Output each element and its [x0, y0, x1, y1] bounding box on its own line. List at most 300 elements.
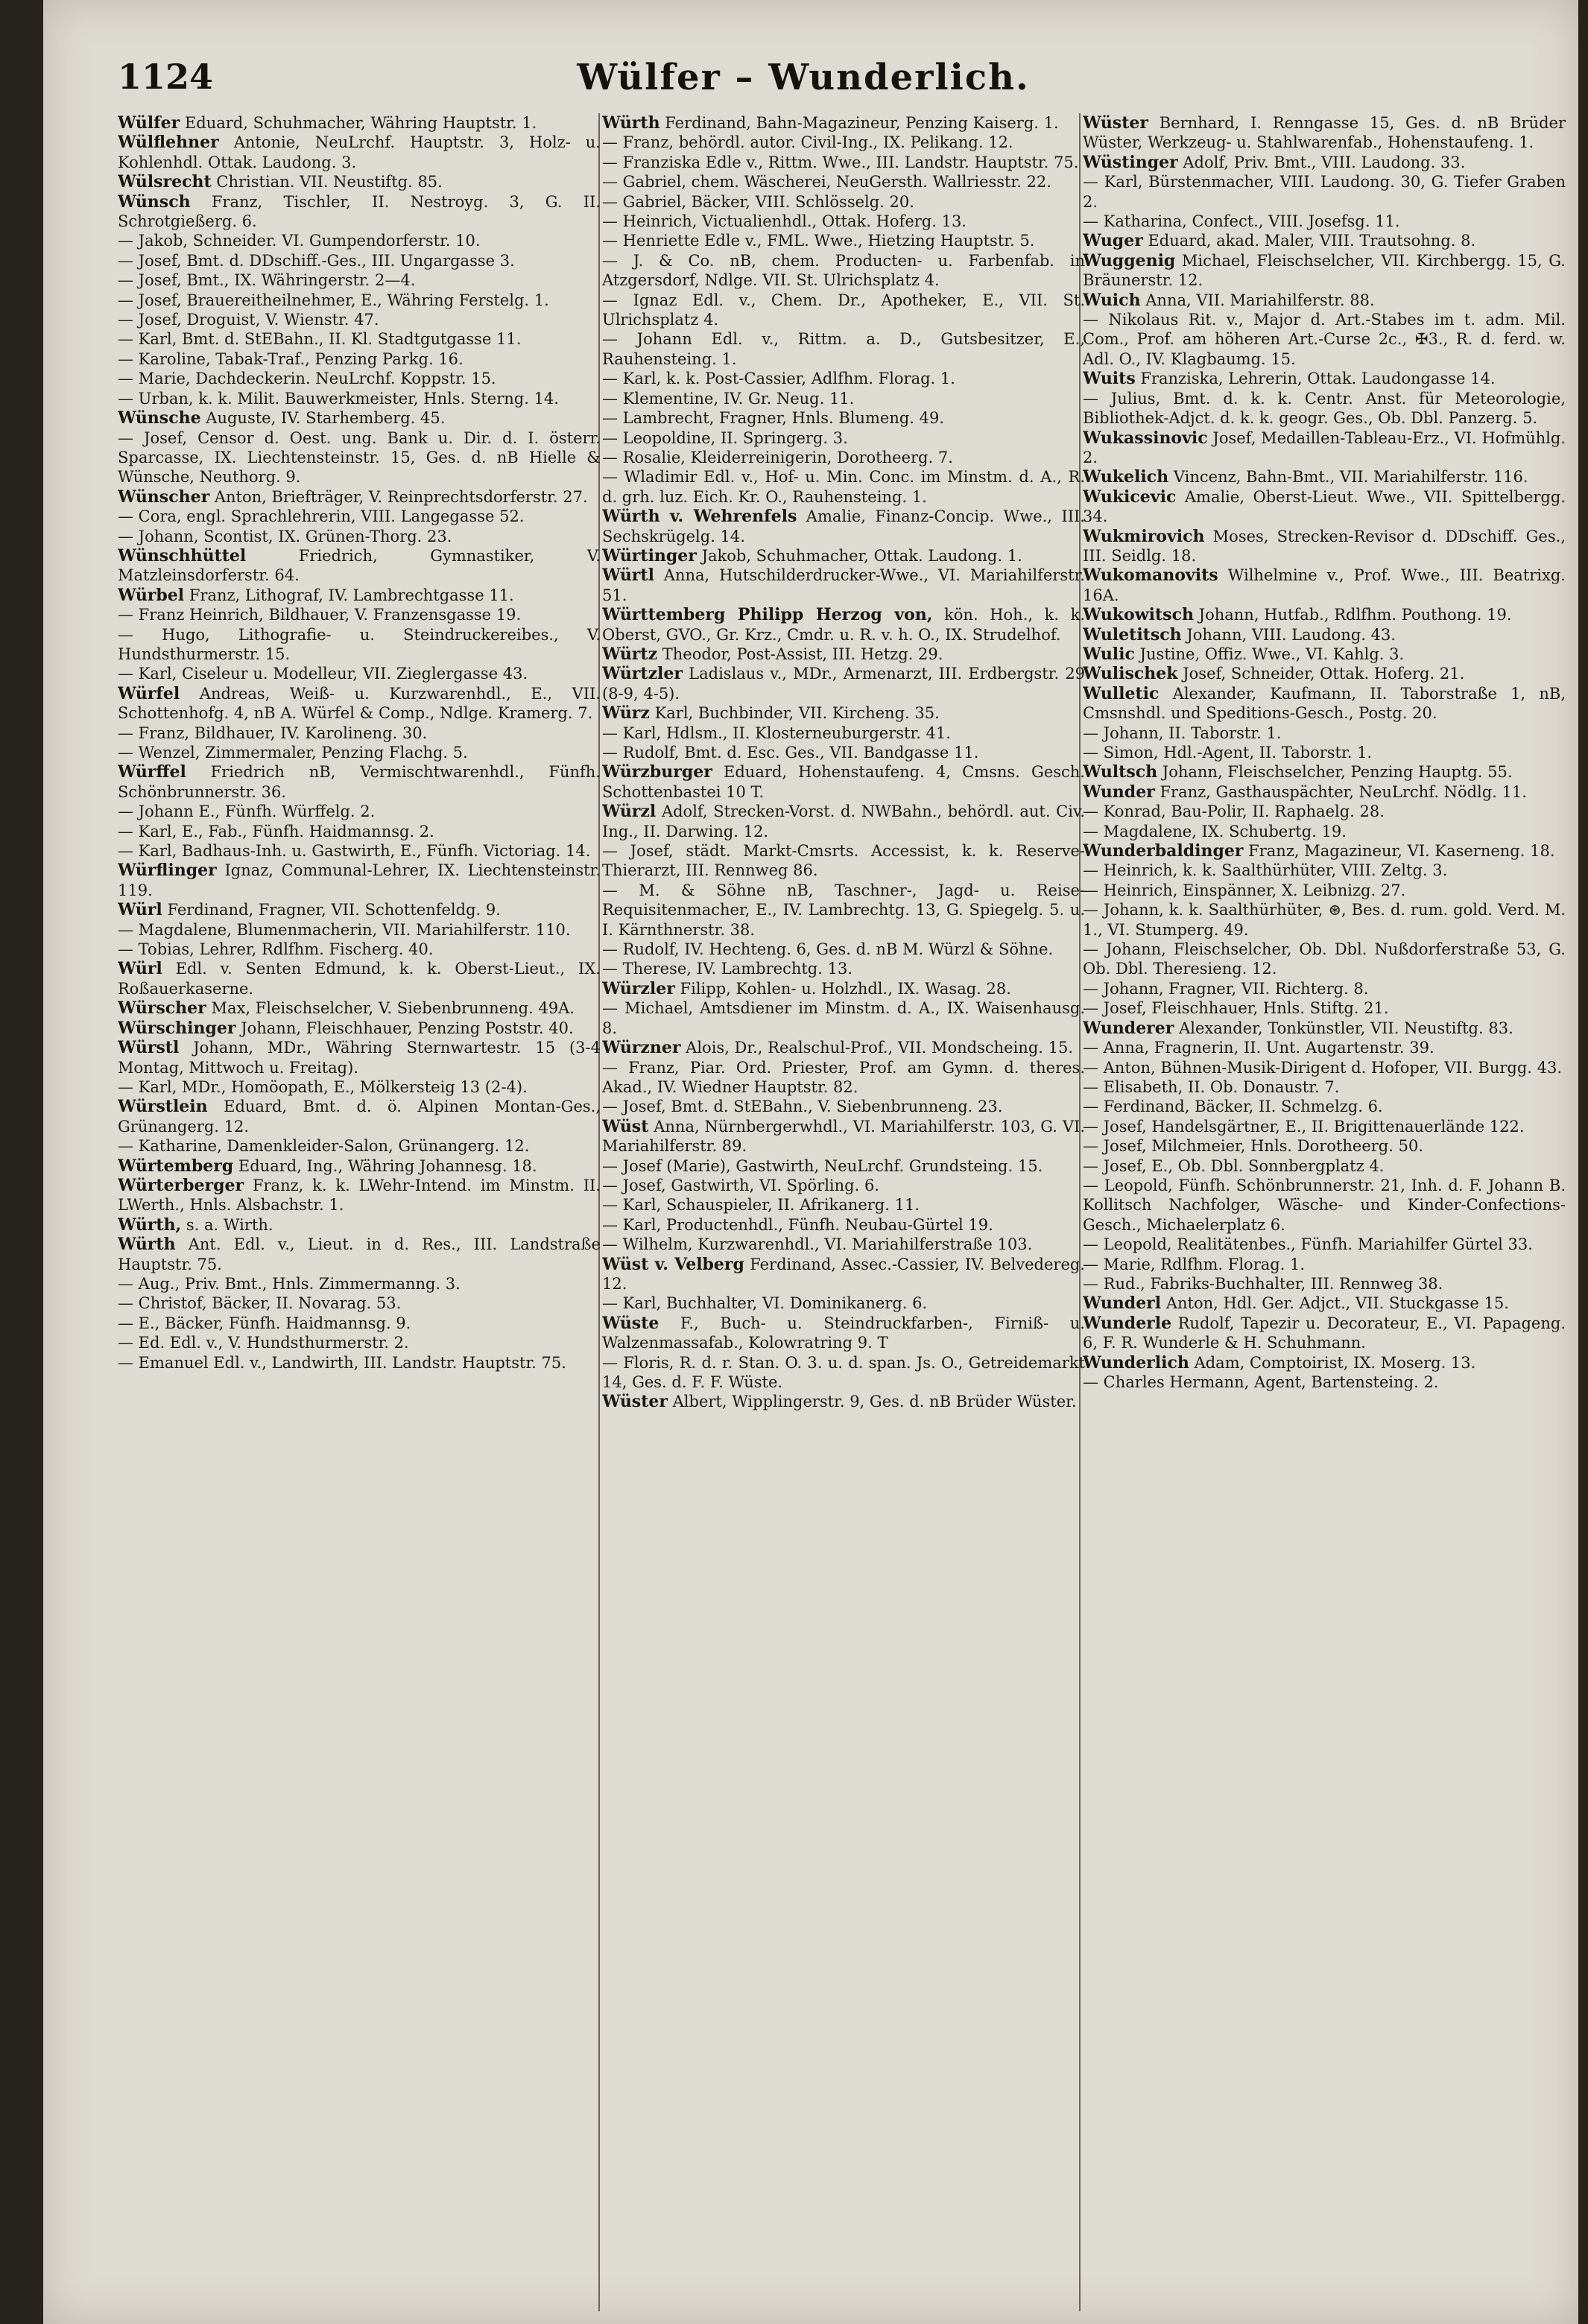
directory-entry	[118, 192, 601, 232]
directory-entry	[1083, 1353, 1566, 1372]
entry-details: — Johann, Fleischselcher, Ob. Dbl. Nußdorferstraße 53, G. Ob. Dbl. Theresieng. 12.	[1083, 940, 1566, 978]
entry-details: — Ignaz Edl. v., Chem. Dr., Apotheker, E., VII. St. Ulrichsplatz 4.	[602, 291, 1085, 329]
entry-details: — J. & Co. nB, chem. Producten- u. Farbenfab. in Atzgersdorf, Ndlge. VII. St. Ulrichsplatz 4.	[602, 251, 1085, 290]
directory-entry	[1083, 1176, 1566, 1235]
directory-entry	[1083, 1077, 1566, 1097]
entry-details: Adam, Comptoirist, IX. Moserg. 13.	[1194, 1353, 1476, 1372]
directory-entry	[118, 743, 601, 762]
directory-entry	[602, 724, 1085, 743]
entry-details: — Karl, Hdlsm., II. Klosterneuburgerstr. 41.	[602, 724, 951, 742]
entry-surname: Wulletic	[1083, 683, 1160, 703]
entry-details: — Leopold, Realitätenbes., Fünfh. Mariahilfer Gürtel 33.	[1083, 1235, 1533, 1254]
entry-details: Anton, Briefträger, V. Reinprechtsdorferstr. 27.	[214, 487, 588, 506]
directory-entry	[602, 113, 1085, 133]
entry-details: — Marie, Dachdeckerin. NeuLrchf. Koppstr. 15.	[118, 370, 496, 388]
directory-entry	[118, 625, 601, 665]
directory-entry	[118, 1314, 601, 1333]
directory-entry	[1083, 664, 1566, 683]
directory-entry	[118, 861, 601, 900]
entry-details: — Marie, Rdlfhm. Florag. 1.	[1083, 1255, 1306, 1273]
running-head: Wülfer – Wunderlich.	[577, 57, 1030, 98]
entry-surname: Wulischek	[1083, 664, 1178, 684]
entry-details: Franz, Lithograf, IV. Lambrechtgasse 11.	[189, 586, 514, 604]
entry-details: Jakob, Schuhmacher, Ottak. Laudong. 1.	[701, 546, 1022, 565]
entry-details: — Anna, Fragnerin, II. Unt. Augartenstr. 39.	[1083, 1039, 1434, 1057]
entry-details: Ferdinand, Assec.-Cassier, IV. Belvedereg. 12.	[602, 1255, 1085, 1293]
directory-entry	[1083, 467, 1566, 487]
directory-page	[43, 0, 1578, 2324]
directory-entry	[118, 231, 601, 250]
entry-details: — Ferdinand, Bäcker, II. Schmelzg. 6.	[1083, 1098, 1383, 1116]
entry-details: — Franz, behördl. autor. Civil-Ing., IX. Pelikang. 12.	[602, 133, 1013, 152]
directory-entry	[1083, 900, 1566, 940]
entry-details: — Wenzel, Zimmermaler, Penzing Flachg. 5.	[118, 744, 468, 762]
directory-entry	[602, 979, 1085, 998]
directory-entry	[1083, 1274, 1566, 1294]
entry-details: — Josef (Marie), Gastwirth, NeuLrchf. Grundsteing. 15.	[602, 1156, 1043, 1175]
entry-details: Michael, Fleischselcher, VII. Kirchbergg. 15, G. Bräunerstr. 12.	[1083, 251, 1566, 290]
directory-entry	[118, 113, 601, 133]
entry-surname: Wüste	[602, 1313, 659, 1333]
directory-entry	[602, 1176, 1085, 1195]
directory-entry	[1083, 724, 1566, 743]
entry-details: Moses, Strecken-Revisor d. DDschiff. Ges., III. Seidlg. 18.	[1083, 527, 1566, 565]
entry-details: — Josef, Bmt., IX. Währingerstr. 2—4.	[118, 271, 416, 290]
directory-entry	[1083, 645, 1566, 664]
directory-entry	[118, 1176, 601, 1215]
directory-entry	[118, 586, 601, 605]
entry-details: — Josef, Brauereitheilnehmer, E., Währing Ferstelg. 1.	[118, 291, 549, 309]
directory-entry	[118, 1097, 601, 1136]
directory-entry	[602, 448, 1085, 467]
entry-surname: Würzner	[602, 1038, 681, 1058]
entry-details: — Karl, Bmt. d. StEBahn., II. Kl. Stadtgutgasse 11.	[118, 330, 522, 349]
directory-entry	[1083, 1235, 1566, 1254]
directory-entry	[602, 172, 1085, 191]
directory-entry	[602, 546, 1085, 566]
directory-entry	[602, 998, 1085, 1038]
directory-entry	[1083, 822, 1566, 841]
entry-surname: Würzl	[602, 802, 657, 822]
directory-entry	[1083, 861, 1566, 880]
directory-entry	[118, 822, 601, 841]
directory-entry	[118, 310, 601, 329]
directory-entry	[602, 408, 1085, 428]
directory-entry	[1083, 231, 1566, 250]
entry-surname: Würschinger	[118, 1018, 236, 1038]
entry-details: — Karl, Buchhalter, VI. Dominikanerg. 6.	[602, 1294, 928, 1313]
entry-details: Filipp, Kohlen- u. Holzhdl., IX. Wasag. 28.	[680, 979, 1011, 998]
entry-details: — Josef, Bmt. d. StEBahn., V. Siebenbrunneng. 23.	[602, 1098, 1003, 1116]
entry-surname: Würfel	[118, 683, 180, 703]
entry-surname: Wukicevic	[1083, 487, 1177, 507]
directory-entry	[1083, 1294, 1566, 1313]
entry-details: — Elisabeth, II. Ob. Donaustr. 7.	[1083, 1077, 1340, 1096]
entry-surname: Würstlein	[118, 1097, 208, 1117]
entry-surname: Wülflehner	[118, 133, 219, 153]
directory-entry	[1083, 527, 1566, 566]
directory-entry	[602, 1097, 1085, 1116]
entry-details: Anna, Nürnbergerwhdl., VI. Mariahilferstr. 103, G. VI. Mariahilferstr. 89.	[602, 1117, 1085, 1156]
directory-entry	[118, 527, 601, 546]
directory-entry	[602, 1294, 1085, 1313]
entry-details: — Johann Edl. v., Rittm. a. D., Gutsbesitzer, E., Rauhensteing. 1.	[602, 330, 1085, 368]
directory-entry	[1083, 113, 1566, 153]
entry-details: — Katharine, Damenkleider-Salon, Grünangerg. 12.	[118, 1137, 530, 1156]
entry-surname: Wünsch	[118, 191, 191, 212]
directory-entry	[118, 1235, 601, 1274]
entry-details: Justine, Offiz. Wwe., VI. Kahlg. 3.	[1139, 645, 1405, 663]
entry-details: s. a. Wirth.	[186, 1215, 273, 1234]
directory-entry	[602, 1058, 1085, 1098]
directory-entry	[1083, 802, 1566, 821]
directory-entry	[118, 664, 601, 683]
entry-surname: Würbel	[118, 585, 185, 605]
entry-details: — Aug., Priv. Bmt., Hnls. Zimmermanng. 3.	[118, 1274, 461, 1293]
directory-entry	[1083, 998, 1566, 1018]
entry-details: Johann, MDr., Währing Sternwartestr. 15 (3-4 Montag, Mittwoch u. Freitag).	[118, 1039, 601, 1077]
entry-details: Bernhard, I. Renngasse 15, Ges. d. nB Brüder Wüster, Werkzeug- u. Stahlwarenfab., Hohenstaufeng. 1.	[1083, 114, 1566, 152]
entry-details: Josef, Schneider, Ottak. Hoferg. 21.	[1183, 665, 1465, 683]
entry-surname: Würstl	[118, 1038, 180, 1058]
entry-details: Edl. v. Senten Edmund, k. k. Oberst-Lieut., IX. Roßauerkaserne.	[118, 960, 601, 998]
entry-details: — M. & Söhne nB, Taschner-, Jagd- u. Reise-Requisitenmacher, E., IV. Lambrechtg. 13, G. Spiegelg. 5. u. I. Kärnthnerstr. 38.	[602, 881, 1085, 939]
entry-surname: Würzburger	[602, 762, 712, 782]
entry-details: Johann, Hutfab., Rdlfhm. Pouthong. 19.	[1198, 606, 1512, 624]
entry-surname: Würth v. Wehrenfels	[602, 507, 797, 527]
entry-surname: Wuich	[1083, 290, 1141, 310]
directory-entry	[1083, 291, 1566, 310]
entry-surname: Würffel	[118, 762, 186, 782]
entry-details: Auguste, IV. Starhemberg. 45.	[206, 409, 446, 428]
directory-entry	[602, 1195, 1085, 1215]
column-3	[1083, 113, 1566, 2315]
entry-details: — Josef, Fleischhauer, Hnls. Stiftg. 21.	[1083, 999, 1389, 1018]
directory-entry	[1083, 1255, 1566, 1274]
directory-entry	[1083, 428, 1566, 468]
entry-details: Eduard, Bmt. d. ö. Alpinen Montan-Ges., Grünangerg. 12.	[118, 1098, 601, 1136]
entry-details: — Karoline, Tabak-Traf., Penzing Parkg. 16.	[118, 349, 464, 368]
directory-entry	[118, 408, 601, 428]
entry-details: — Heinrich, Victualienhdl., Ottak. Hoferg. 13.	[602, 212, 967, 231]
directory-entry	[602, 133, 1085, 152]
directory-entry	[1083, 625, 1566, 645]
directory-entry	[602, 507, 1085, 546]
page-header	[118, 57, 1489, 109]
entry-details: — Charles Hermann, Agent, Bartensteing. 2.	[1083, 1373, 1439, 1391]
directory-entry	[602, 605, 1085, 645]
entry-details: Rudolf, Tapezir u. Decorateur, E., VI. Papageng. 6, F. R. Wunderle & H. Schuhmann.	[1083, 1314, 1566, 1352]
entry-surname: Wukassinovic	[1083, 428, 1208, 448]
directory-entry	[602, 703, 1085, 723]
entry-surname: Wunderle	[1083, 1313, 1172, 1333]
entry-details: Alexander, Tonkünstler, VII. Neustiftg. 83.	[1179, 1019, 1513, 1037]
entry-details: Vincenz, Bahn-Bmt., VII. Mariahilferstr. 116.	[1173, 468, 1528, 487]
entry-details: — Karl, Bürstenmacher, VIII. Laudong. 30, G. Tiefer Graben 2.	[1083, 173, 1566, 211]
entry-details: — Henriette Edle v., FML. Wwe., Hietzing Hauptstr. 5.	[602, 232, 1035, 250]
entry-details: — Tobias, Lehrer, Rdlfhm. Fischerg. 40.	[118, 940, 434, 959]
entry-surname: Wunderbaldinger	[1083, 841, 1244, 861]
entry-surname: Würtl	[602, 566, 654, 586]
directory-entry	[1083, 1372, 1566, 1392]
entry-details: Franziska, Lehrerin, Ottak. Laudongasse 14.	[1140, 370, 1496, 388]
entry-details: — Heinrich, Einspänner, X. Leibnizg. 27.	[1083, 881, 1406, 899]
entry-surname: Wüster	[1083, 113, 1148, 133]
entry-surname: Wünsche	[118, 408, 201, 428]
entry-details: Theodor, Post-Assist, III. Hetzg. 29.	[662, 645, 943, 663]
entry-details: — Jakob, Schneider. VI. Gumpendorferstr. 10.	[118, 232, 481, 250]
entry-surname: Wuggenig	[1083, 250, 1176, 270]
directory-entry	[118, 841, 601, 861]
entry-details: — Johann, II. Taborstr. 1.	[1083, 724, 1282, 742]
entry-surname: Würzler	[602, 978, 675, 998]
directory-entry	[118, 251, 601, 270]
directory-entry	[1083, 172, 1566, 212]
directory-entry	[118, 1077, 601, 1097]
entry-details: Eduard, Ing., Währing Johannesg. 18.	[238, 1156, 537, 1175]
entry-details: — Josef, Bmt. d. DDschiff.-Ges., III. Ungargasse 3.	[118, 251, 515, 270]
entry-surname: Wuger	[1083, 231, 1143, 251]
directory-entry	[1083, 940, 1566, 979]
directory-entry	[1083, 487, 1566, 527]
entry-details: Eduard, Hohenstaufeng. 4, Cmsns. Gesch. Schottenbastei 10 T.	[602, 763, 1085, 801]
directory-entry	[1083, 212, 1566, 231]
entry-details: Alexander, Kaufmann, II. Taborstraße 1, nB, Cmsnshdl. und Speditions-Gesch., Postg. 20.	[1083, 684, 1566, 723]
directory-entry	[602, 1353, 1085, 1393]
entry-details: — Josef, Gastwirth, VI. Spörling. 6.	[602, 1176, 879, 1194]
directory-entry	[602, 369, 1085, 388]
directory-entry	[1083, 684, 1566, 724]
directory-entry	[1083, 566, 1566, 605]
directory-entry	[1083, 782, 1566, 802]
directory-entry	[602, 212, 1085, 231]
entry-details: Eduard, akad. Maler, VIII. Trautsohng. 8.	[1148, 232, 1476, 250]
entry-details: — Franziska Edle v., Rittm. Wwe., III. Landstr. Hauptstr. 75.	[602, 153, 1079, 171]
directory-entry	[118, 487, 601, 507]
entry-details: — Klementine, IV. Gr. Neug. 11.	[602, 389, 855, 408]
entry-surname: Würscher	[118, 998, 206, 1019]
entry-surname: Würz	[602, 703, 650, 724]
entry-surname: Würflinger	[118, 861, 217, 881]
directory-entry	[118, 900, 601, 919]
directory-entry	[602, 389, 1085, 408]
entry-details: — Konrad, Bau-Polir, II. Raphaelg. 28.	[1083, 802, 1385, 821]
entry-details: Johann, Fleischhauer, Penzing Poststr. 40.	[241, 1019, 574, 1037]
directory-entry	[118, 605, 601, 624]
entry-details: — Wladimir Edl. v., Hof- u. Min. Conc. im Minstm. d. A., R. d. grh. luz. Eich. Kr. O., Rauhensteing. 1.	[602, 468, 1085, 506]
directory-entry	[118, 762, 601, 802]
entry-details: — Magdalene, IX. Schubertg. 19.	[1083, 822, 1347, 840]
entry-details: — Leopold, Fünfh. Schönbrunnerstr. 21, Inh. d. F. Johann B. Kollitsch Nachfolger, Wäsche- und Kinder-Confections-Gesch., Michaelerplatz 6.	[1083, 1176, 1566, 1234]
entry-details: Franz, Gasthauspächter, NeuLrchf. Nödlg. 11.	[1160, 782, 1527, 801]
entry-details: — Rudolf, IV. Hechteng. 6, Ges. d. nB M. Würzl & Söhne.	[602, 940, 1054, 959]
directory-entry	[1083, 762, 1566, 782]
column-2	[602, 113, 1085, 2315]
entry-details: — Leopoldine, II. Springerg. 3.	[602, 428, 848, 447]
entry-details: Ferdinand, Fragner, VII. Schottenfeldg. 9.	[167, 901, 501, 919]
directory-entry	[118, 546, 601, 586]
entry-surname: Wüster	[602, 1392, 668, 1412]
entry-details: Franz, Magazineur, VI. Kaserneng. 18.	[1248, 842, 1555, 861]
directory-entry	[1083, 153, 1566, 172]
directory-entry	[118, 1274, 601, 1294]
directory-entry	[602, 428, 1085, 448]
entry-surname: Würth,	[118, 1215, 182, 1235]
directory-entry	[602, 881, 1085, 940]
entry-details: — Anton, Bühnen-Musik-Dirigent d. Hofoper, VII. Burgg. 43.	[1083, 1058, 1563, 1077]
directory-entry	[602, 566, 1085, 605]
directory-entry	[602, 291, 1085, 330]
entry-surname: Würterberger	[118, 1175, 244, 1195]
entry-details: Friedrich, Gymnastiker, V. Matzleinsdorferstr. 64.	[118, 546, 601, 585]
directory-entry	[602, 940, 1085, 959]
entry-surname: Wülfer	[118, 113, 180, 133]
entry-surname: Wunderlich	[1083, 1352, 1189, 1372]
directory-entry	[602, 231, 1085, 250]
entry-details: — Rud., Fabriks-Buchhalter, III. Rennweg 38.	[1083, 1274, 1443, 1293]
directory-entry	[118, 684, 601, 724]
entry-details: Anna, VII. Mariahilferstr. 88.	[1145, 291, 1375, 309]
entry-details: kön. Hoh., k. k. Oberst, GVO., Gr. Krz., Cmdr. u. R. v. h. O., IX. Strudelhof.	[602, 606, 1085, 644]
entry-surname: Wüst v. Velberg	[602, 1254, 744, 1274]
entry-details: — Josef, Censor d. Oest. ung. Bank u. Dir. d. I. österr. Sparcasse, IX. Liechtensteinstr. 15, Ges. d. nB Hielle & Wünsche, Neuthorg. 9.	[118, 428, 601, 487]
entry-surname: Würth	[118, 1235, 176, 1255]
directory-entry	[1083, 310, 1566, 369]
directory-entry	[602, 467, 1085, 507]
entry-details: — Emanuel Edl. v., Landwirth, III. Landstr. Hauptstr. 75.	[118, 1353, 566, 1372]
entry-details: — Heinrich, k. k. Saalthürhüter, VIII. Zeltg. 3.	[1083, 861, 1448, 880]
directory-entry	[602, 329, 1085, 369]
entry-details: — Cora, engl. Sprachlehrerin, VIII. Langegasse 52.	[118, 507, 525, 526]
entry-details: — Johann, Fragner, VII. Richterg. 8.	[1083, 979, 1369, 998]
entry-details: Adolf, Strecken-Vorst. d. NWBahn., behördl. aut. Civ. Ing., II. Darwing. 12.	[602, 802, 1085, 840]
directory-entry	[118, 959, 601, 998]
entry-surname: Wukelich	[1083, 467, 1169, 487]
directory-entry	[118, 389, 601, 408]
directory-entry	[118, 369, 601, 388]
directory-entry	[118, 920, 601, 940]
entry-details: Ignaz, Communal-Lehrer, IX. Liechtensteinstr. 119.	[118, 861, 601, 899]
entry-details: Ladislaus v., MDr., Armenarzt, III. Erdbergstr. 29 (8-9, 4-5).	[602, 665, 1085, 703]
entry-surname: Wüst	[602, 1116, 649, 1136]
entry-details: — Katharina, Confect., VIII. Josefsg. 11.	[1083, 212, 1400, 231]
directory-entry	[1083, 605, 1566, 624]
entry-details: — Floris, R. d. r. Stan. O. 3. u. d. span. Js. O., Getreidemarkt 14, Ges. d. F. F. Wüste.	[602, 1353, 1085, 1391]
entry-surname: Wukowitsch	[1083, 605, 1194, 625]
entry-details: — Karl, Badhaus-Inh. u. Gastwirth, E., Fünfh. Victoriag. 14.	[118, 842, 591, 861]
entry-surname: Würl	[118, 900, 162, 920]
entry-details: — Therese, IV. Lambrechtg. 13.	[602, 960, 852, 978]
entry-details: — Lambrecht, Fragner, Hnls. Blumeng. 49.	[602, 409, 945, 428]
entry-surname: Würtinger	[602, 545, 697, 566]
directory-entry	[118, 349, 601, 369]
entry-details: Friedrich nB, Vermischtwarenhdl., Fünfh. Schönbrunnerstr. 36.	[118, 763, 601, 801]
directory-entry	[118, 1156, 601, 1176]
directory-entry	[1083, 1136, 1566, 1156]
entry-surname: Wunderer	[1083, 1018, 1174, 1038]
entry-surname: Wünscher	[118, 487, 210, 507]
entry-details: — Gabriel, chem. Wäscherei, NeuGersth. Wallriesstr. 22.	[602, 173, 1051, 191]
entry-details: — E., Bäcker, Fünfh. Haidmannsg. 9.	[118, 1314, 411, 1332]
entry-details: — Magdalene, Blumenmacherin, VII. Mariahilferstr. 110.	[118, 920, 571, 939]
page-number: 1124	[118, 57, 214, 97]
directory-entry	[602, 743, 1085, 762]
directory-entry	[118, 1353, 601, 1372]
entry-details: — Michael, Amtsdiener im Minstm. d. A., IX. Waisenhausg. 8.	[602, 999, 1085, 1037]
directory-entry	[1083, 1156, 1566, 1176]
entry-details: — Karl, Productenhdl., Fünfh. Neubau-Gürtel 19.	[602, 1215, 993, 1234]
directory-entry	[118, 1294, 601, 1313]
directory-entry	[602, 664, 1085, 703]
entry-details: — Franz, Bildhauer, IV. Karolineng. 30.	[118, 724, 428, 742]
entry-surname: Würtemberg	[118, 1156, 234, 1176]
entry-details: — Karl, k. k. Post-Cassier, Adlfhm. Florag. 1.	[602, 370, 955, 388]
entry-details: — Julius, Bmt. d. k. k. Centr. Anst. für Meteorologie, Bibliothek-Adjct. d. k. k. geogr. Ges., Ob. Dbl. Panzerg. 5.	[1083, 389, 1566, 428]
entry-details: Eduard, Schuhmacher, Währing Hauptstr. 1.	[184, 114, 537, 132]
directory-entry	[1083, 1058, 1566, 1077]
entry-details: Amalie, Oberst-Lieut. Wwe., VII. Spittelbergg. 34.	[1083, 487, 1566, 526]
column-1	[118, 113, 601, 2315]
directory-entry	[118, 1038, 601, 1077]
entry-details: Franz, k. k. LWehr-Intend. im Minstm. II. LWerth., Hnls. Alsbachstr. 1.	[118, 1176, 601, 1215]
entry-details: — Gabriel, Bäcker, VIII. Schlösselg. 20.	[602, 192, 914, 211]
entry-details: — Hugo, Lithografie- u. Steindruckereibes., V. Hundsthurmerstr. 15.	[118, 625, 601, 663]
entry-details: — Karl, MDr., Homöopath, E., Mölkersteig 13 (2-4).	[118, 1077, 528, 1096]
entry-details: — Josef, städt. Markt-Cmsrts. Accessist, k. k. Reserve-Thierarzt, III. Rennweg 86.	[602, 842, 1085, 880]
entry-details: Christian. VII. Neustiftg. 85.	[216, 173, 443, 191]
entry-details: Karl, Buchbinder, VII. Kircheng. 35.	[654, 704, 940, 723]
directory-entry	[1083, 251, 1566, 291]
entry-surname: Wultsch	[1083, 762, 1158, 782]
entry-surname: Württemberg Philipp Herzog von,	[602, 605, 933, 625]
directory-entry	[1083, 841, 1566, 861]
entry-details: — Josef, Handelsgärtner, E., II. Brigittenauerlände 122.	[1083, 1117, 1525, 1136]
entry-details: — Josef, E., Ob. Dbl. Sonnbergplatz 4.	[1083, 1156, 1385, 1175]
directory-entry	[118, 724, 601, 743]
entry-surname: Wüstinger	[1083, 152, 1178, 172]
directory-entry	[118, 291, 601, 310]
directory-entry	[602, 1215, 1085, 1235]
directory-entry	[1083, 1038, 1566, 1057]
directory-entry	[118, 507, 601, 526]
entry-details: Amalie, Finanz-Concip. Wwe., III. Sechskrügelg. 14.	[602, 507, 1085, 545]
directory-entry	[118, 940, 601, 959]
directory-entry	[602, 1255, 1085, 1294]
directory-entry	[118, 329, 601, 349]
directory-entry	[1083, 1117, 1566, 1136]
entry-surname: Wunderl	[1083, 1294, 1162, 1314]
entry-surname: Würtzler	[602, 664, 683, 684]
entry-details: Anna, Hutschilderdrucker-Wwe., VI. Mariahilferstr. 51.	[602, 566, 1085, 604]
entry-surname: Wukmirovich	[1083, 526, 1205, 546]
entry-details: Andreas, Weiß- u. Kurzwarenhdl., E., VII. Schottenhofg. 4, nB A. Würfel & Comp., Ndlge. Kramerg. 7.	[118, 684, 601, 723]
directory-entry	[118, 802, 601, 821]
directory-entry	[602, 1235, 1085, 1254]
directory-entry	[602, 1156, 1085, 1176]
entry-details: — Christof, Bäcker, II. Novarag. 53.	[118, 1294, 402, 1313]
entry-details: Max, Fleischselcher, V. Siebenbrunneng. 49A.	[211, 999, 575, 1018]
entry-details: Josef, Medaillen-Tableau-Erz., VI. Hofmühlg. 2.	[1083, 428, 1566, 466]
entry-details: — Nikolaus Rit. v., Major d. Art.-Stabes im t. adm. Mil. Com., Prof. am höheren Art.-Curse 2c., ✠3., R. d. ferd. w. Adl. O., IV. Klagbaumg. 15.	[1083, 311, 1566, 368]
entry-details: — Josef, Milchmeier, Hnls. Dorotheerg. 50.	[1083, 1137, 1423, 1156]
directory-entry	[602, 645, 1085, 664]
entry-details: — Rosalie, Kleiderreinigerin, Dorotheerg. 7.	[602, 448, 953, 466]
entry-details: Alois, Dr., Realschul-Prof., VII. Mondscheing. 15.	[686, 1039, 1074, 1057]
entry-surname: Wuits	[1083, 369, 1136, 389]
entry-details: F., Buch- u. Steindruckfarben-, Firniß- u. Walzenmassafab., Kolowratring 9. T	[602, 1314, 1085, 1352]
directory-entry	[602, 841, 1085, 881]
entry-details: Franz, Tischler, II. Nestroyg. 3, G. II. Schrotgießerg. 6.	[118, 192, 601, 231]
